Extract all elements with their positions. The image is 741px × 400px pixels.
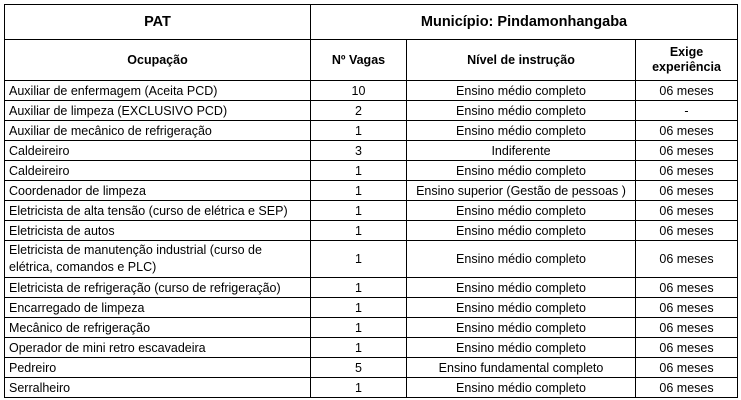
cell-experiencia: 06 meses xyxy=(636,241,738,278)
cell-nivel: Ensino médio completo xyxy=(407,241,636,278)
table-row xyxy=(5,358,738,378)
cell-experiencia: 06 meses xyxy=(636,378,738,398)
cell-experiencia: 06 meses xyxy=(636,121,738,141)
table-row xyxy=(5,101,738,121)
cell-nivel: Ensino médio completo xyxy=(407,161,636,181)
cell-nivel: Ensino médio completo xyxy=(407,101,636,121)
cell-ocupacao: Eletricista de alta tensão (curso de elétrica e SEP) xyxy=(5,201,311,221)
header-nivel: Nível de instrução xyxy=(407,40,636,81)
cell-experiencia: 06 meses xyxy=(636,221,738,241)
cell-nivel: Ensino médio completo xyxy=(407,201,636,221)
table-row xyxy=(5,338,738,358)
cell-vagas: 10 xyxy=(311,81,407,101)
cell-nivel: Ensino médio completo xyxy=(407,338,636,358)
cell-vagas: 1 xyxy=(311,298,407,318)
cell-experiencia: 06 meses xyxy=(636,161,738,181)
table-row xyxy=(5,298,738,318)
cell-experiencia: 06 meses xyxy=(636,141,738,161)
cell-vagas: 1 xyxy=(311,241,407,278)
cell-vagas: 1 xyxy=(311,221,407,241)
cell-ocupacao: Coordenador de limpeza xyxy=(5,181,311,201)
cell-ocupacao: Mecânico de refrigeração xyxy=(5,318,311,338)
cell-vagas: 1 xyxy=(311,121,407,141)
cell-nivel: Ensino superior (Gestão de pessoas ) xyxy=(407,181,636,201)
table-row xyxy=(5,221,738,241)
cell-ocupacao: Auxiliar de mecânico de refrigeração xyxy=(5,121,311,141)
table-title-row xyxy=(5,5,738,40)
header-experiencia-line1: Exige xyxy=(669,45,704,59)
column-header-row xyxy=(5,40,738,81)
header-experiencia xyxy=(636,40,738,81)
header-experiencia-line2: experiência xyxy=(652,60,721,74)
cell-nivel: Ensino fundamental completo xyxy=(407,358,636,378)
cell-nivel: Ensino médio completo xyxy=(407,378,636,398)
pat-title: PAT xyxy=(5,5,311,40)
cell-nivel: Ensino médio completo xyxy=(407,298,636,318)
table-row xyxy=(5,241,738,278)
table-row xyxy=(5,81,738,101)
cell-experiencia: 06 meses xyxy=(636,81,738,101)
cell-nivel: Ensino médio completo xyxy=(407,81,636,101)
cell-ocupacao: Caldeireiro xyxy=(5,161,311,181)
cell-vagas: 1 xyxy=(311,201,407,221)
cell-experiencia: 06 meses xyxy=(636,338,738,358)
cell-ocupacao: Auxiliar de limpeza (EXCLUSIVO PCD) xyxy=(5,101,311,121)
cell-experiencia: 06 meses xyxy=(636,181,738,201)
cell-nivel: Ensino médio completo xyxy=(407,121,636,141)
cell-vagas: 1 xyxy=(311,318,407,338)
cell-ocupacao: Caldeireiro xyxy=(5,141,311,161)
cell-ocupacao: Auxiliar de enfermagem (Aceita PCD) xyxy=(5,81,311,101)
cell-nivel: Indiferente xyxy=(407,141,636,161)
table-row xyxy=(5,318,738,338)
cell-vagas: 1 xyxy=(311,338,407,358)
table-row xyxy=(5,378,738,398)
cell-vagas: 1 xyxy=(311,378,407,398)
table-row xyxy=(5,141,738,161)
cell-nivel: Ensino médio completo xyxy=(407,318,636,338)
municipality-title: Município: Pindamonhangaba xyxy=(311,5,738,40)
cell-ocupacao: Encarregado de limpeza xyxy=(5,298,311,318)
cell-ocupacao: Eletricista de autos xyxy=(5,221,311,241)
header-vagas: Nº Vagas xyxy=(311,40,407,81)
table-row xyxy=(5,121,738,141)
cell-nivel: Ensino médio completo xyxy=(407,278,636,298)
cell-vagas: 5 xyxy=(311,358,407,378)
table-body xyxy=(5,81,738,398)
table-row xyxy=(5,278,738,298)
cell-ocupacao: Pedreiro xyxy=(5,358,311,378)
cell-ocupacao: Operador de mini retro escavadeira xyxy=(5,338,311,358)
cell-vagas: 1 xyxy=(311,278,407,298)
job-vacancies-table xyxy=(4,4,738,398)
cell-nivel: Ensino médio completo xyxy=(407,221,636,241)
cell-experiencia: 06 meses xyxy=(636,278,738,298)
table-row xyxy=(5,161,738,181)
header-ocupacao: Ocupação xyxy=(5,40,311,81)
cell-vagas: 1 xyxy=(311,181,407,201)
cell-vagas: 1 xyxy=(311,161,407,181)
cell-ocupacao: Serralheiro xyxy=(5,378,311,398)
cell-experiencia: - xyxy=(636,101,738,121)
cell-experiencia: 06 meses xyxy=(636,358,738,378)
cell-experiencia: 06 meses xyxy=(636,298,738,318)
cell-ocupacao: Eletricista de manutenção industrial (curso de elétrica, comandos e PLC) xyxy=(5,241,311,278)
cell-experiencia: 06 meses xyxy=(636,201,738,221)
table-row xyxy=(5,201,738,221)
cell-ocupacao: Eletricista de refrigeração (curso de refrigeração) xyxy=(5,278,311,298)
cell-vagas: 2 xyxy=(311,101,407,121)
table-row xyxy=(5,181,738,201)
cell-experiencia: 06 meses xyxy=(636,318,738,338)
cell-vagas: 3 xyxy=(311,141,407,161)
